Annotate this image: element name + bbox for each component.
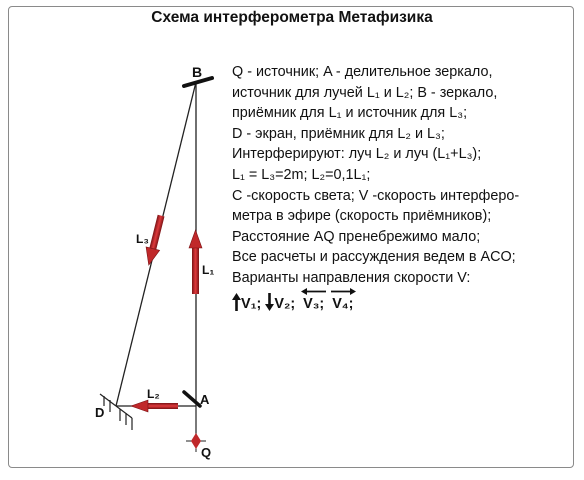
- l1-arrow: [189, 230, 202, 294]
- label-d: D: [95, 405, 105, 420]
- description-line: Интерферируют: луч L₂ и луч (L₁+L₃);: [232, 146, 482, 163]
- splitter-mirror-a: [184, 392, 200, 406]
- description-line: Варианты направления скорости V:: [232, 269, 471, 286]
- variant-v3: V₃;: [303, 295, 325, 312]
- variant-v4: V₄;: [332, 295, 354, 312]
- description-line: Расстояние AQ пренебрежимо мало;: [232, 228, 481, 245]
- arrow-up-icon: [232, 293, 241, 311]
- description-line: L₁ = L₃=2m; L₂=0,1L₁;: [232, 166, 371, 183]
- label-q: Q: [201, 445, 212, 460]
- l2-arrow: [131, 400, 178, 412]
- arrow-right-icon: [330, 288, 356, 295]
- description-line: D - экран, приёмник для L₂ и L₃;: [232, 125, 445, 142]
- label-l3: L₃: [136, 232, 149, 246]
- label-l1: L₁: [202, 263, 215, 277]
- variant-v1: V₁;: [241, 295, 262, 312]
- arrow-left-icon: [301, 288, 327, 295]
- description-line: Все расчеты и рассуждения ведем в ACO;: [232, 249, 516, 266]
- variant-v3-group: [303, 289, 324, 315]
- variant-v2: V₂;: [274, 295, 296, 312]
- diagram-title: Схема интерферометра Метафизика: [151, 9, 433, 26]
- description-line: Q - источник; A - делительное зеркало,: [232, 64, 493, 80]
- arrow-down-icon: [265, 293, 274, 311]
- label-l2: L₂: [147, 387, 160, 401]
- description-line: метра в эфире (скорость приёмников);: [232, 208, 492, 225]
- velocity-variants: [232, 289, 572, 315]
- variant-v4-group: [332, 289, 353, 315]
- description-block: [232, 62, 572, 314]
- screen-d: [100, 394, 132, 430]
- label-b: B: [192, 64, 203, 80]
- description-line: источник для лучей L₁ и L₂; B - зеркало,: [232, 84, 498, 101]
- description-line: C -скорость света; V -скорость интерферо-: [232, 187, 520, 204]
- label-a: A: [200, 392, 210, 407]
- description-line: приёмник для L₁ и источник для L₃;: [232, 105, 468, 122]
